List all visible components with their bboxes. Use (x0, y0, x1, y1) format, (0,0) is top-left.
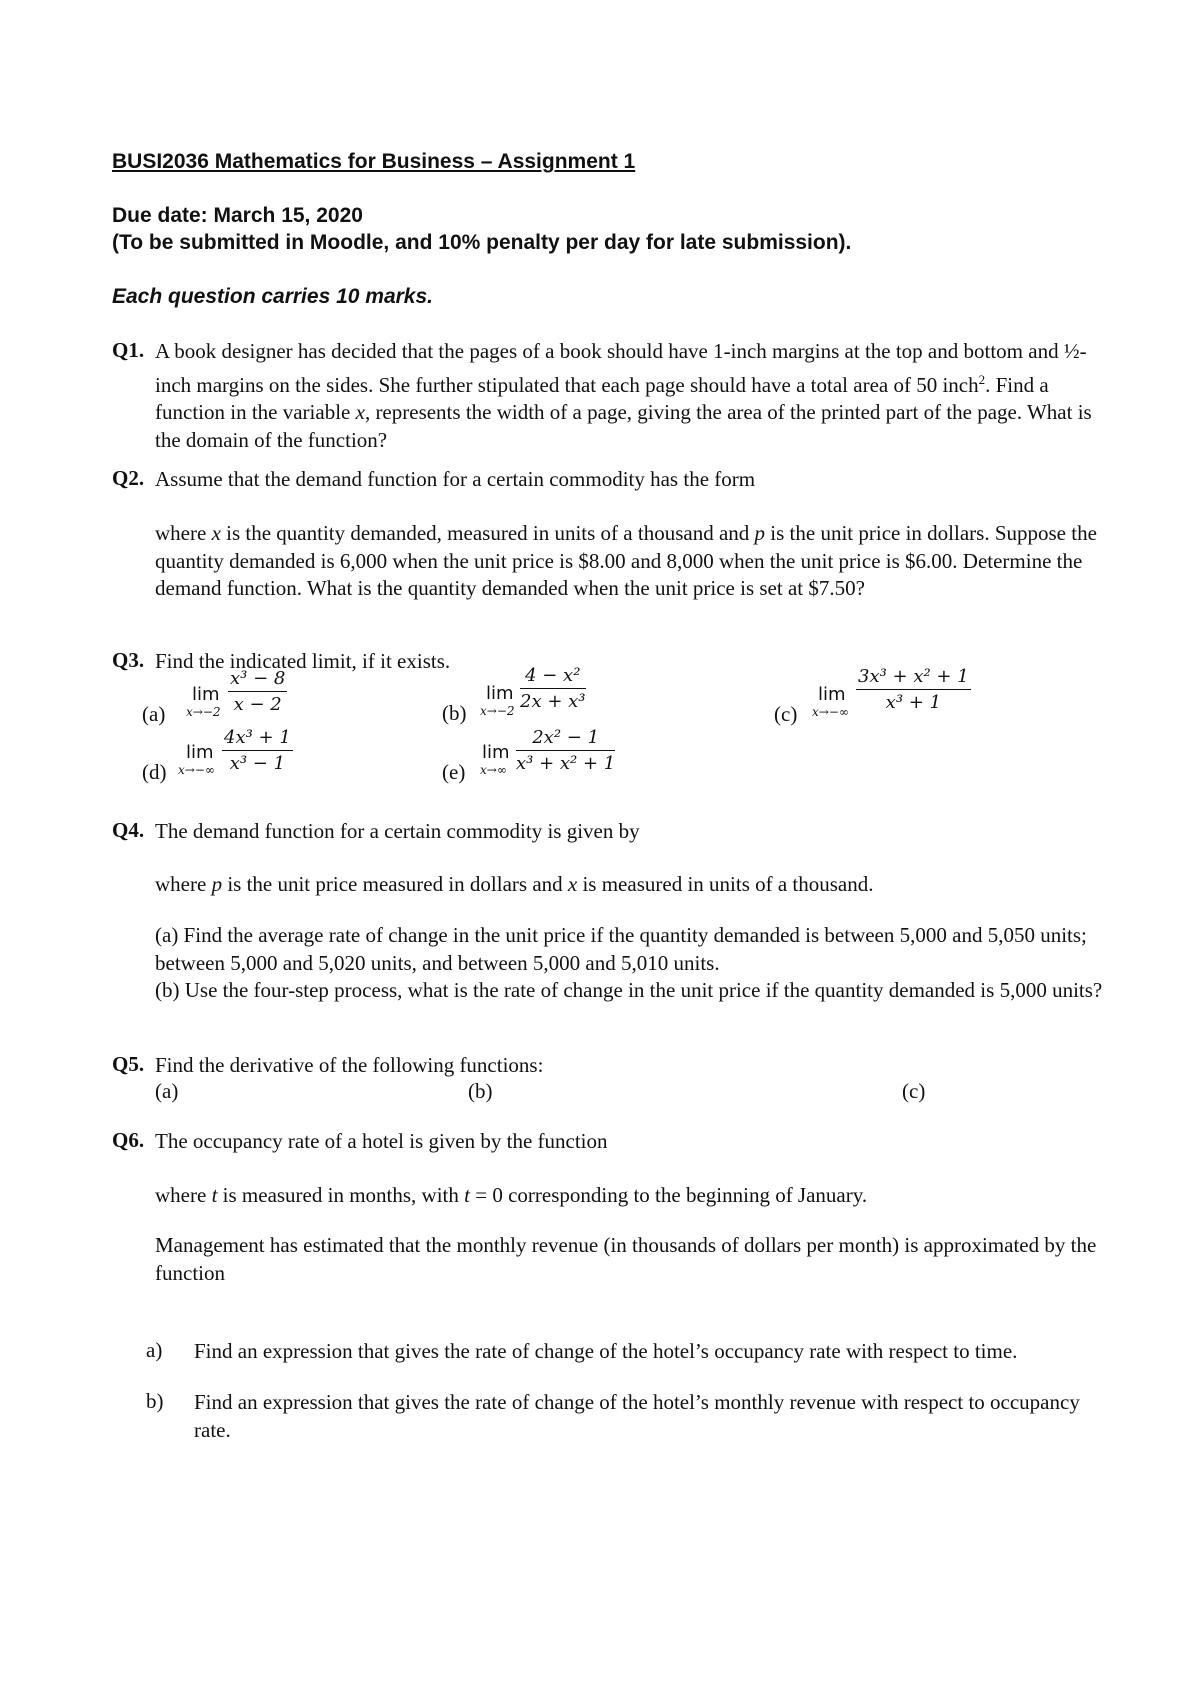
q1-label: Q1. (112, 338, 145, 362)
q5-label: Q5. (112, 1052, 145, 1076)
q6-label: Q6. (112, 1128, 145, 1152)
list-text: Find an expression that gives the rate of change of the hotel’s monthly revenue with respect to occupancy rate. (194, 1390, 1080, 1442)
marks-note: Each question carries 10 marks. (112, 285, 433, 308)
q5-intro: Find the derivative of the following functions: (155, 1053, 544, 1077)
q3-part-label: (c) (774, 702, 798, 726)
fraction: $\frac{\text{4 − x²}}{\text{2x + x³}}$ (520, 665, 586, 712)
q4-part-a: (a) Find the average rate of change in the unit price if the quantity demanded is between 5,000 and 5,050 units; between 5,000 and 5,020 units, and between 5,000 and 5,010 units. (155, 923, 1087, 975)
fraction: $\frac{\text{x³ − 8}}{x - 2}$ (230, 668, 286, 715)
q3-label: Q3. (112, 648, 145, 672)
q3-part-label: (a) (142, 702, 166, 726)
q4-text: where p is the unit price measured in dollars and x is measured in units of a thousand. (155, 872, 874, 896)
fraction: $\frac{\text{2x² − 1}}{\text{x³ + x² + 1}}$ (516, 727, 616, 774)
submission-note: (To be submitted in Moodle, and 10% penalty per day for late submission). (112, 231, 852, 254)
list-text: Find an expression that gives the rate of change of the hotel’s occupancy rate with respect to time. (194, 1339, 1018, 1363)
q3-part-label: (b) (442, 701, 467, 725)
q2-label: Q2. (112, 466, 145, 490)
q1-text: A book designer has decided that the pages of a book should have 1-inch margins at the top and bottom and ½-inch margins on the sides. She further stipulated that each page should have a total area of 50 inch$^2$. Find a function in the variable x, represents the width of a page, giving the area of the printed part of the page. What is the domain of the function? (155, 339, 1092, 452)
q2-intro: Assume that the demand function for a certain commodity has the form (155, 467, 756, 491)
q4-part-b: (b) Use the four-step process, what is the rate of change in the unit price if the quantity demanded is 5,000 units? (155, 978, 1103, 1002)
assignment-page: BUSI2036 Mathematics for Business – Assignment 1 Due date: March 15, 2020 (To be submitted in Moodle, and 10% penalty per day for late submission). Each question carries 10 marks. Q1. A book designer has decided that the pages of a book should have 1-inch margins at the top and bottom and ½-inch margins on the sides. She further stipulated that each page should have a total area of 50 inch$^2$. Find a function in the variable x, represents the width of a page, giving the area of the printed part of the page. What is the domain of the function? Q2. Assume that the demand function for a certain commodity has the form where x is the quantity demanded, measured in units of a thousand and p is the unit price in dollars. Suppose the quantity demanded is 6,000 when the unit price is $8.00 and 8,000 when the unit price is $6.00. Determine the demand function. What is the quantity demanded when the unit price is set at $7.50? Q3. Find the indicated limit, if it exists. (a) lim x→−2 $\frac{\text{x³ − 8}}{x - 2}$ (b) lim x→−2 $\frac{\text{4 − x²}}{\text{2x + x³}}$ (c) lim x→−∞ $\frac{\text{3x³ + x² + 1}}{\text{x³ + 1}}$ (d) lim x→−∞ $\frac{\text{4x³ + 1}}{\text{x³ − 1}}$ (e) lim x→∞ $\frac{\text{2x² − 1}}{\text{x³ + x² + 1}}$ Q4. The demand function for a certain commodity is given by where p is the unit price measured in dollars and x is measured in units of a thousand. (a) Find the average rate of change in the unit price if the quantity demanded is between 5,000 and 5,050 units; between 5,000 and 5,020 units, and between 5,000 and 5,010 units. (b) Use the four-step process, what is the rate of change in the unit price if the quantity demanded is 5,000 units? Q5. Find the derivative of the following functions: (a) (b) (c) Q6. The occupancy rate of a hotel is given by the function where t is measured in months, with t = 0 corresponding to the beginning of January. Management has estimated that the monthly revenue (in thousands of dollars per month) is approximated by the function a) Find an expression that gives the rate of change of the hotel’s occupancy rate with respect to time. b) Find an expression that gives the rate of change of the hotel’s monthly revenue with respect to occupancy rate. (0, 0, 1200, 1698)
q3-part-label: (e) (442, 760, 466, 784)
q4-intro: The demand function for a certain commodity is given by (155, 819, 640, 843)
list-marker: a) (146, 1338, 163, 1362)
due-date: Due date: March 15, 2020 (112, 204, 363, 227)
q3-part-label: (d) (142, 760, 167, 784)
q6-intro: The occupancy rate of a hotel is given by the function (155, 1129, 608, 1153)
q3-intro: Find the indicated limit, if it exists. (155, 649, 451, 673)
q4-label: Q4. (112, 818, 145, 842)
q2-text: where x is the quantity demanded, measured in units of a thousand and p is the unit price in dollars. Suppose the quantity demanded is 6,000 when the unit price is $8.00 and 8,000 when the unit price is $6.00. Determine the demand function. What is the quantity demanded when the unit price is set at $7.50? (155, 521, 1097, 600)
q6-text: where t is measured in months, with t = 0 corresponding to the beginning of January. (155, 1183, 868, 1207)
page-title: BUSI2036 Mathematics for Business – Assignment 1 (112, 150, 636, 173)
fraction: $\frac{\text{4x³ + 1}}{\text{x³ − 1}}$ (224, 727, 291, 774)
q6-management: Management has estimated that the monthly revenue (in thousands of dollars per month) is approximated by the function (155, 1233, 1097, 1285)
q5-part-b: (b) (468, 1079, 493, 1103)
q5-part-a: (a) (155, 1079, 179, 1103)
list-marker: b) (146, 1389, 164, 1413)
fraction: $\frac{\text{3x³ + x² + 1}}{\text{x³ + 1}}$ (858, 666, 969, 713)
q5-part-c: (c) (902, 1079, 926, 1103)
